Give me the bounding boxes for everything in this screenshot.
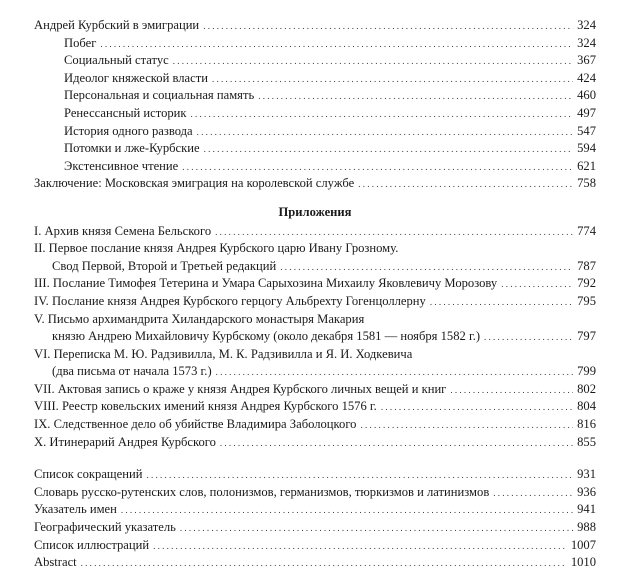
toc-entry-page: 799 xyxy=(577,364,596,379)
toc-entry-title-cont: Свод Первой, Второй и Третьей редакций xyxy=(52,258,277,273)
appendices-heading: Приложения xyxy=(278,204,352,219)
toc-appendices-section xyxy=(34,223,596,452)
toc-entry-title: Ренессансный историк xyxy=(64,105,187,120)
toc-entry-page: 941 xyxy=(577,502,596,517)
toc-entry-page: 758 xyxy=(577,176,596,191)
toc-entry-title-cont: (два письма от начала 1573 г.) xyxy=(52,364,212,379)
toc-entry-title: III. Послание Тимофея Тетерина и Умара Сарыхозина Михаилу Яковлевичу Морозову xyxy=(34,276,498,291)
dot-leader xyxy=(220,435,573,453)
toc-entry[interactable] xyxy=(34,519,596,537)
toc-entry-title: Список сокращений xyxy=(34,467,143,482)
toc-entry[interactable] xyxy=(34,123,596,141)
dot-leader xyxy=(212,71,573,89)
dot-leader xyxy=(121,502,573,520)
toc-entry-title: IX. Следственное дело об убийстве Владимира Заболоцкого xyxy=(34,417,357,432)
toc-entry[interactable] xyxy=(34,223,596,241)
toc-entry-page: 787 xyxy=(577,258,596,273)
dot-leader xyxy=(173,53,573,71)
toc-entry-title: IV. Послание князя Андрея Курбского герцогу Альбрехту Гогенцоллерну xyxy=(34,293,426,308)
toc-entry[interactable] xyxy=(34,87,596,105)
dot-leader xyxy=(484,329,573,347)
section-gap xyxy=(34,451,596,466)
toc-entry-title: Экстенсивное чтение xyxy=(64,158,179,173)
toc-entry-page: 936 xyxy=(577,484,596,499)
toc-entry-page: 621 xyxy=(577,158,596,173)
toc-entry-page: 497 xyxy=(577,105,596,120)
toc-entry-title: Андрей Курбский в эмиграции xyxy=(34,18,200,32)
toc-entry-title: Указатель имен xyxy=(34,502,117,517)
dot-leader xyxy=(197,124,573,142)
toc-entry[interactable] xyxy=(34,175,596,193)
toc-entry-page: 460 xyxy=(577,88,596,103)
toc-main-section xyxy=(34,17,596,193)
toc-entry[interactable] xyxy=(34,70,596,88)
toc-entry[interactable] xyxy=(34,105,596,123)
toc-entry-page: 795 xyxy=(577,293,596,308)
toc-entry[interactable] xyxy=(34,328,596,346)
dot-leader xyxy=(146,467,573,485)
toc-entry-page: 988 xyxy=(577,520,596,535)
toc-entry[interactable] xyxy=(34,416,596,434)
toc-entry[interactable] xyxy=(34,398,596,416)
toc-entry[interactable] xyxy=(34,17,596,35)
toc-entry-page: 547 xyxy=(577,123,596,138)
toc-entry[interactable] xyxy=(34,501,596,519)
toc-entry-title: Список иллюстраций xyxy=(34,537,150,552)
dot-leader xyxy=(191,106,574,124)
toc-entry-title: Словарь русско-рутенских слов, полонизмов, германизмов, тюркизмов и латинизмов xyxy=(34,484,490,499)
dot-leader xyxy=(360,417,573,435)
toc-entry-title: Потомки и лже-Курбские xyxy=(64,141,200,156)
toc-entry-page: 1007 xyxy=(570,537,596,552)
toc-entry-title[interactable]: VI. Переписка М. Ю. Радзивилла, М. К. Радзивилла и Я. И. Ходкевича xyxy=(34,346,413,361)
dot-leader xyxy=(501,276,573,294)
dot-leader xyxy=(280,259,573,277)
toc-entry-page: 816 xyxy=(577,417,596,432)
dot-leader xyxy=(381,399,573,417)
toc-entry-title: Персональная и социальная память xyxy=(64,88,255,103)
toc-entry[interactable] xyxy=(34,258,596,276)
toc-entry-page: 367 xyxy=(577,53,596,68)
toc-entry[interactable] xyxy=(34,35,596,53)
dot-leader xyxy=(493,485,573,503)
dot-leader xyxy=(81,555,567,573)
table-of-contents xyxy=(34,17,596,572)
toc-entry[interactable] xyxy=(34,466,596,484)
toc-entry-page: 594 xyxy=(577,141,596,156)
toc-entry[interactable] xyxy=(34,554,596,572)
dot-leader xyxy=(204,141,574,159)
toc-entry-page: 802 xyxy=(577,381,596,396)
toc-entry[interactable] xyxy=(34,275,596,293)
toc-entry[interactable] xyxy=(34,158,596,176)
toc-entry[interactable] xyxy=(34,484,596,502)
toc-entry-page: 797 xyxy=(577,329,596,344)
toc-entry-title: Идеолог княжеской власти xyxy=(64,70,208,85)
toc-entry-title[interactable]: II. Первое послание князя Андрея Курбского царю Ивану Грозному. xyxy=(34,241,399,256)
toc-entry-title: VII. Актовая запись о краже у князя Андрея Курбского личных вещей и книг xyxy=(34,381,447,396)
toc-entry[interactable] xyxy=(34,537,596,555)
toc-entry-page: 792 xyxy=(577,276,596,291)
toc-entry-title: Социальный статус xyxy=(64,53,169,68)
dot-leader xyxy=(258,88,573,106)
toc-entry-title: X. Итинерарий Андрея Курбского xyxy=(34,434,216,449)
dot-leader xyxy=(182,159,573,177)
toc-entry-title-cont: князю Андрею Михайловичу Курбскому (около декабря 1581 — ноября 1582 г.) xyxy=(52,329,481,344)
toc-entry-title: VIII. Реестр ковельских имений князя Андрея Курбского 1576 г. xyxy=(34,399,377,414)
toc-entry-title: Заключение: Московская эмиграция на королевской службе xyxy=(34,176,355,191)
toc-entry-page: 774 xyxy=(577,223,596,238)
toc-entry[interactable] xyxy=(34,52,596,70)
toc-entry-page: 804 xyxy=(577,399,596,414)
dot-leader xyxy=(100,36,573,54)
toc-entry[interactable] xyxy=(34,363,596,381)
dot-leader xyxy=(358,176,573,194)
dot-leader xyxy=(450,382,573,400)
toc-entry-page: 424 xyxy=(577,70,596,85)
toc-entry-title: I. Архив князя Семена Бельского xyxy=(34,223,212,238)
toc-entry-title[interactable]: V. Письмо архимандрита Хиландарского монастыря Макария xyxy=(34,311,365,326)
toc-entry-page: 1010 xyxy=(570,555,596,570)
toc-entry[interactable] xyxy=(34,434,596,452)
toc-entry-title: Географический указатель xyxy=(34,520,176,535)
dot-leader xyxy=(203,18,573,36)
toc-back-matter xyxy=(34,466,596,572)
dot-leader xyxy=(215,224,573,242)
toc-entry-title: История одного развода xyxy=(64,123,193,138)
toc-entry-page: 931 xyxy=(577,467,596,482)
toc-entry-title: Побег xyxy=(64,35,97,50)
toc-entry-title: Abstract xyxy=(34,555,77,570)
dot-leader xyxy=(153,538,567,556)
toc-entry-page: 324 xyxy=(577,18,596,32)
toc-entry[interactable] xyxy=(34,381,596,399)
toc-entry-page: 324 xyxy=(577,35,596,50)
dot-leader xyxy=(216,364,573,382)
dot-leader xyxy=(430,294,573,312)
toc-entry-page: 855 xyxy=(577,434,596,449)
toc-entry[interactable] xyxy=(34,293,596,311)
toc-entry[interactable] xyxy=(34,140,596,158)
